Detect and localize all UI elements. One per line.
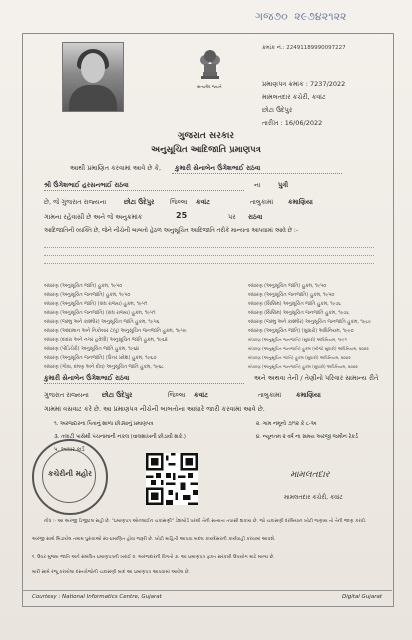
residence-state-label: ગુજરાત રાજ્યના (44, 391, 89, 399)
order-item-left-3: બંધારણ (અનુસૂચિત જાતિ) (સંઘ રાજ્ય) હુકમ, ૧૯૫૧ (44, 302, 148, 307)
verification-qr-code-icon (146, 453, 198, 505)
issue-date: તારીખ : 16/06/2022 (262, 119, 323, 127)
residence-district-label: જિલ્લા (168, 391, 186, 399)
order-item-right-1: બંધારણ (અનુસૂચિત જાતિ) હુકમ, ૧૯૫૦ (248, 284, 327, 289)
document-1: ૧. અરજદારના પિતાનું શાળા છોડ્યાનું પ્રમાણપત્ર (54, 421, 154, 427)
issuing-office: મામલતદાર કચેરી, કવાંટ (262, 93, 326, 101)
order-item-right-8: બંધારણ (અનુસૂચિત જનજાતિ) હુકમ (બીજો સુધારો) અધિનિયમ, ૨૦૦૨ (248, 346, 369, 351)
footer-courtesy: Courtesy : National Informatics Centre, Gujarat (32, 594, 162, 600)
order-list-intro (44, 240, 374, 264)
applicant-name-repeat: કુમારી સેનાબેન ઉંગેશભાઈ રાઠવા (44, 374, 130, 382)
order-item-left-6: બંધારણ (આંદામાન અને નિકોબાર ટાપુ) અનુસૂચિત જનજાતિ હુકમ, ૧૯૫૯ (44, 329, 187, 334)
order-item-right-3: બંધારણ (સિક્કિમ) અનુસૂચિત જાતિ હુકમ, ૧૯૭૮ (248, 302, 342, 307)
order-item-left-9: બંધારણ (અનુસૂચિત જનજાતિ) (ઉત્તર પ્રદેશ) હુકમ, ૧૯૬૭ (44, 356, 157, 361)
certificate-number: ક્રમાંક નં.: 22491189990097227 (262, 45, 346, 51)
certificate-title: અનુસૂચિત આદિજાતિ પ્રમાણપત્ર (151, 145, 261, 155)
tribe-name: રાઠવા (248, 213, 263, 221)
order-item-left-7: બંધારણ (દાદરા અને નગર હવેલી) અનુસૂચિત જાતિ હુકમ, ૧૯૬૨ (44, 338, 168, 343)
basis-text: ગામમાં વસવાટ કરે છે. આ પ્રમાણપત્ર નીચેની બાબતોના આધારે જારી કરવામાં આવે છે. (44, 405, 265, 413)
residence-district-value: છોટા ઉદેપુર (102, 391, 133, 399)
order-item-right-2: બંધારણ (અનુસૂચિત જનજાતિ) હુકમ, ૧૯૫૦ (248, 293, 335, 298)
father-name: શ્રી ઉંગેશભાઈ હરસનભાઈ રાઠવા (44, 181, 129, 189)
office-seal (32, 439, 108, 515)
document-5: ૫. આધાર કાર્ડ (54, 447, 85, 453)
order-item-left-1: બંધારણ (અનુસૂચિત જાતિ) હુકમ, ૧૯૫૦ (44, 284, 123, 289)
order-item-right-10: બંધારણ (અનુસૂચિત જનજાતિ) હુકમ (સુધારો) અધિનિયમ, ૨૦૦૨ (248, 364, 358, 369)
applicant-name: કુમારી સેનાબેન ઉંગેશભાઈ રાઠવા (175, 164, 261, 172)
relation-daughter: પુત્રી (278, 181, 289, 189)
document-2: ૨. ગામ નમૂનો ૭/૧૨ કે ૮-અ (256, 421, 317, 427)
issuing-district: છોટા ઉદેપુર (262, 106, 293, 114)
note-self-attested: અરજી સાથે બિડાયેલ તમામ પુરાવાઓ સ્વ-પ્રમાણિત હોવા જરૂરી છે. ખોટી માહિતી આપવા બદલ કાયદેસરની કાર્યવાહી કરવામાં આવશે. (32, 537, 276, 542)
footer-bar (22, 590, 392, 606)
order-item-right-7: બંધારણ (અનુસૂચિત જનજાતિ) (સુધારો) અધિનિયમ, ૧૯૯૧ (248, 337, 347, 342)
order-item-left-2: બંધારણ (અનુસૂચિત જનજાતિ) હુકમ, ૧૯૫૦ (44, 293, 131, 298)
district-label: જિલ્લા (170, 198, 188, 206)
par-label: પર (228, 213, 236, 221)
state-label: છે, જે ગુજરાત રાજ્યના (44, 198, 107, 206)
na-label: ના (254, 181, 261, 189)
order-item-left-10: બંધારણ (ગોવા, દમણ અને દીવ) અનુસૂચિત જાતિ હુકમ, ૧૯૬૮ (44, 365, 164, 370)
order-item-left-8: બંધારણ (પોંડિચેરી) અનુસૂચિત જાતિ હુકમ, ૧૯૬૪ (44, 347, 140, 352)
seal-label: કચેરીની મહોર (47, 469, 93, 478)
residence-village-value: કમાણિયા (296, 391, 321, 399)
document-3: ૩. તલાટી પાસેથી પંચનામાની નકલ (વાલશાખની છોડાવી શકે.) (54, 434, 187, 440)
village-label: ગામના રહેવાસી છે અને જે અનુક્રમાંક (44, 213, 143, 221)
order-item-right-5: બંધારણ (જમ્મુ અને કાશ્મીર) અનુસૂચિત જનજાતિ હુકમ, ૧૯૮૯ (248, 320, 372, 325)
certificate-serial: પ્રમાણપત્ર ક્રમાંક : 7237/2022 (262, 80, 346, 88)
residence-text: અને અથવા તેની / તેણીનો પરિવાર સામાન્ય રીતે (254, 374, 379, 382)
signature-title: મામલતદાર કચેરી, કવાંટ (284, 494, 343, 501)
order-item-right-6: બંધારણ (અનુસૂચિત જાતિ) (સુધારો) અધિનિયમ, ૧૯૯૦ (248, 329, 354, 334)
taluka-label: તાલુકામાં (250, 198, 274, 206)
emblem-caption: સત્યમેવ જયતે (197, 84, 222, 89)
document-4: ૪. ન્યૂનતમ ૨ વર્ષ ના સમય અરજી જમીન રેકર્ડ (256, 434, 358, 440)
signature-block (284, 470, 343, 502)
taluka-value: કવાંટ (196, 198, 211, 206)
order-item-left-5: બંધારણ (જમ્મુ અને કાશ્મીર) અનુસૂચિત જાતિ હુકમ, ૧૯૫૬ (44, 320, 160, 325)
district-value: છોટા ઉદેપુર (124, 198, 155, 206)
state-emblem-icon (193, 42, 227, 82)
residence-taluka-value: કવાંટ (194, 391, 209, 399)
recognition-text: આદિજાતિની વ્યક્તિ છે, જેને નીચેની બાબતો હેઠળ અનુસૂચિત આદિજાતિ તરીકે માન્યતા આપવામાં આવે છે :- (44, 228, 298, 234)
note-verification: મારી સામે રજૂ કરાયેલા દસ્તાવેજોની ચકાસણી બાદ આ પ્રમાણપત્ર આપવામાં આવેલ છે. (32, 570, 190, 575)
note-digital-signature: નોંધ :- આ અરજી ડિજીટલ સહી છે. "પ્રમાણપત્ર ઓનલાઈન ચકાસણી" ડેશબોર્ડ પરથી તેની સત્યતા તપાસી શકાય છે. જો ચકાસણી દરમિયાન ખોટી જણાય તો તેની જાણ કરવી. (44, 519, 367, 524)
order-item-left-4: બંધારણ (અનુસૂચિત જનજાતિ) (સંઘ રાજ્ય) હુકમ, ૧૯૫૧ (44, 311, 156, 316)
village-value: કમાણિયા (288, 198, 313, 206)
note-conditions: ૧. ઉપર મુજબ જાતિ અને સંબંધિત પ્રમાણપત્રની ખરાઈ ૨. અરજદારની વિગતો ૩. આ પ્રમાણપત્ર ફક્ત સરકારી ઉપયોગ માટે માન્ય છે. (32, 555, 275, 560)
footer-brand: Digital Gujarat (341, 594, 382, 600)
order-item-right-4: બંધારણ (સિક્કિમ) અનુસૂચિત જનજાતિ હુકમ, ૧૯૭૮ (248, 311, 350, 316)
order-item-right-9: બંધારણ (અનુસૂચિત જાતિ) હુકમ (સુધારો) અધિનિયમ, ૨૦૦૨ (248, 355, 351, 360)
applicant-photo (62, 42, 124, 112)
signature-name: મામલતદાર (290, 470, 330, 480)
residence-taluka-label: તાલુકામાં (258, 391, 282, 399)
intro-text: આથી પ્રમાણિત કરવામાં આવે છે કે, (70, 164, 162, 172)
government-title: ગુજરાત સરકાર (177, 131, 235, 141)
handwritten-reference: ગજ૭૦ ૨૯૭૪૨૧૨૨ (255, 12, 347, 24)
serial-number: 25 (176, 211, 188, 220)
